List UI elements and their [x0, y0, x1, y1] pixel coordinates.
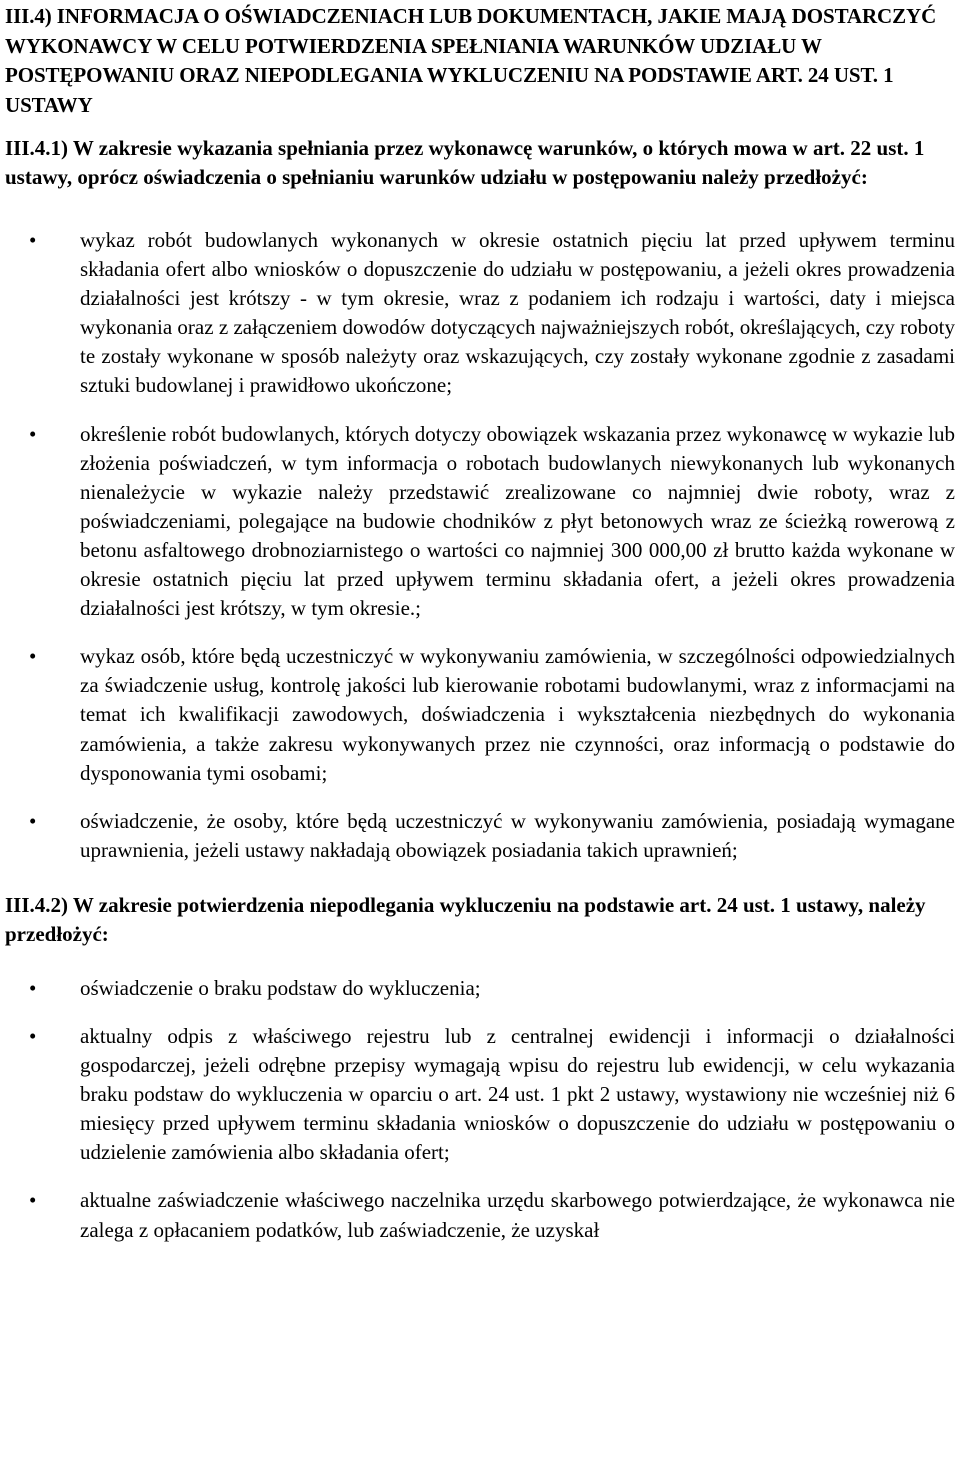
bullet-icon: • [29, 1188, 37, 1213]
list-item [5, 226, 955, 401]
list-item-text: aktualny odpis z właściwego rejestru lub z centralnej ewidencji i informacji o działalności gospodarczej, jeżeli odrębne przepisy wymagają wpisu do rejestru lub ewidencji, w celu wykazania braku podstaw do wykluczenia w oparciu o art. 24 ust. 1 pkt 2 ustawy, wystawiony nie wcześniej niż 6 miesięcy przed upływem terminu składania wniosków o dopuszczenie do udziału w postępowaniu o udzielenie zamówienia albo składania ofert; [80, 1023, 955, 1165]
list-item-text: wykaz robót budowlanych wykonanych w okresie ostatnich pięciu lat przed upływem terminu składania ofert albo wniosków o dopuszczenie do udziału w postępowaniu, a jeżeli okres prowadzenia działalności jest krótszy - w tym okresie, wraz z podaniem ich rodzaju i wartości, daty i miejsca wykonania oraz z załączeniem dowodów dotyczących najważniejszych robót, określających, czy roboty te zostały wykonane w sposób należyty oraz wskazujących, czy zostały wykonane zgodnie z zasadami sztuki budowlanej i prawidłowo ukończone; [80, 228, 955, 398]
bullet-icon: • [29, 644, 37, 669]
list-item [5, 420, 955, 624]
bullet-icon: • [29, 808, 37, 833]
list-item [5, 642, 955, 787]
subsection-1-list [5, 226, 955, 865]
list-item-text: wykaz osób, które będą uczestniczyć w wykonywaniu zamówienia, w szczególności odpowiedzialnych za świadczenie usług, kontrolę jakości lub kierowanie robotami budowlanymi, wraz z informacjami na temat ich kwalifikacji zawodowych, doświadczenia i wykształcenia niezbędnych do wykonania zamówienia, a także zakresu wykonywanych przez nie czynności, oraz informacją o podstawie do dysponowania tymi osobami; [80, 644, 955, 785]
bullet-icon: • [29, 975, 37, 1000]
list-item [5, 807, 955, 865]
bullet-icon: • [29, 228, 37, 252]
section-title: III.4) INFORMACJA O OŚWIADCZENIACH LUB DOKUMENTACH, JAKIE MAJĄ DOSTARCZYĆ WYKONAWCY W CELU POTWIERDZENIA SPEŁNIANIA WARUNKÓW UDZIAŁU W POSTĘPOWANIU ORAZ NIEPODLEGANIA WYKLUCZENIU NA PODSTAWIE ART. 24 UST. 1 USTAWY [5, 4, 937, 117]
subsection-2-list [5, 974, 955, 1245]
list-item-text: oświadczenie, że osoby, które będą uczestniczyć w wykonywaniu zamówienia, posiadają wymagane uprawnienia, jeżeli ustawy nakładają obowiązek posiadania takich uprawnień; [80, 808, 955, 862]
bullet-icon: • [29, 421, 37, 446]
subsection-1-heading: III.4.1) W zakresie wykazania spełniania przez wykonawcę warunków, o których mowa w art. 22 ust. 1 ustawy, oprócz oświadczenia o spełnianiu warunków udziału w postępowaniu należy przedłożyć: [5, 136, 925, 189]
list-item [5, 974, 955, 1003]
list-item-text: aktualne zaświadczenie właściwego naczelnika urzędu skarbowego potwierdzające, że wykonawca nie zalega z opłacaniem podatków, lub zaświadczenie, że uzyskał [80, 1188, 955, 1242]
subsection-2-heading: III.4.2) W zakresie potwierdzenia niepodlegania wykluczeniu na podstawie art. 24 ust. 1 ustawy, należy przedłożyć: [5, 892, 926, 946]
bullet-icon: • [29, 1023, 37, 1048]
list-item [5, 1022, 955, 1167]
list-item-text: oświadczenie o braku podstaw do wykluczenia; [80, 975, 481, 1000]
document-page [5, 0, 955, 1245]
list-item [5, 1186, 955, 1244]
list-item-text: określenie robót budowlanych, których dotyczy obowiązek wskazania przez wykonawcę w wykazie lub złożenia poświadczeń, w tym informacja o robotach budowlanych niewykonanych lub wykonanych nienależycie w wykazie należy przedstawić zrealizowane co najmniej dwie roboty, wraz z poświadczeniami, polegające na budowie chodników z płyt betonowych wraz ze ścieżką rowerową z betonu asfaltowego drobnoziarnistego o wartości co najmniej 300 000,00 zł brutto każda wykonane w okresie ostatnich pięciu lat przed upływem terminu składania ofert, a jeżeli okres prowadzenia działalności jest krótszy, w tym okresie.; [80, 421, 955, 621]
